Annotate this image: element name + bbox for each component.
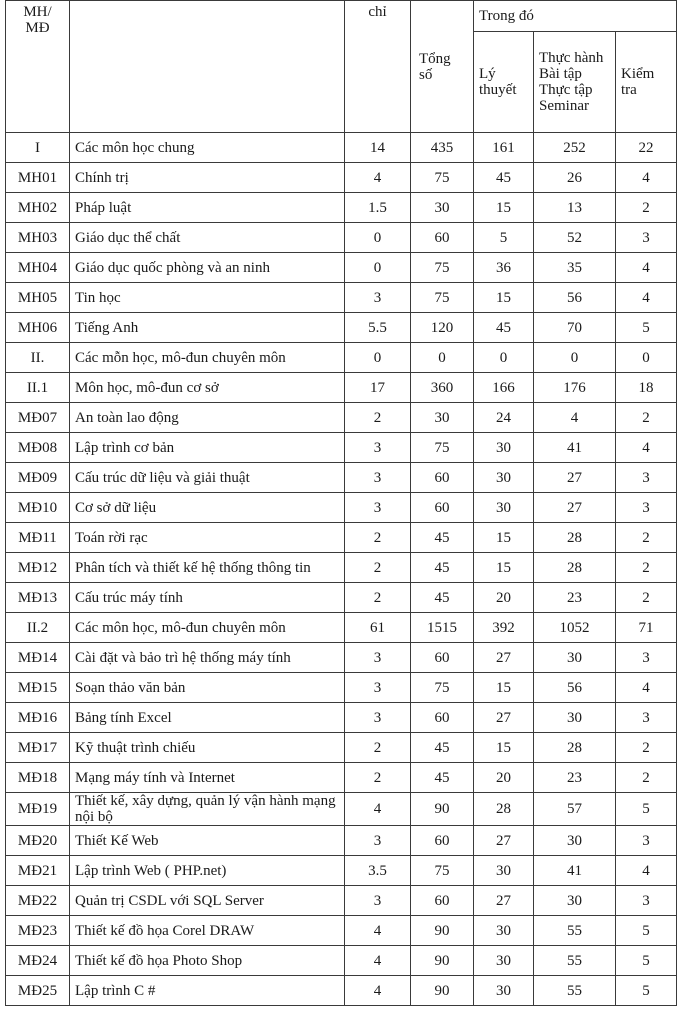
table-row — [6, 946, 677, 976]
table-row — [6, 193, 677, 223]
row-exam: 5 — [616, 916, 677, 946]
row-total: 0 — [411, 343, 474, 373]
row-exam: 3 — [616, 643, 677, 673]
row-practice: 55 — [534, 946, 616, 976]
row-practice: 30 — [534, 703, 616, 733]
row-code: MĐ17 — [6, 733, 70, 763]
row-exam: 3 — [616, 493, 677, 523]
row-credits: 3 — [345, 826, 411, 856]
row-theory: 27 — [474, 703, 534, 733]
row-total: 75 — [411, 163, 474, 193]
row-name: Giáo dục quốc phòng và an ninh — [70, 253, 345, 283]
row-practice: 27 — [534, 493, 616, 523]
table-row — [6, 133, 677, 163]
row-exam: 4 — [616, 856, 677, 886]
row-practice: 0 — [534, 343, 616, 373]
row-theory: 27 — [474, 826, 534, 856]
row-practice: 30 — [534, 886, 616, 916]
row-name: Lập trình C # — [70, 976, 345, 1006]
row-total: 60 — [411, 223, 474, 253]
row-exam: 4 — [616, 433, 677, 463]
row-name: An toàn lao động — [70, 403, 345, 433]
row-theory: 15 — [474, 193, 534, 223]
row-credits: 3 — [345, 283, 411, 313]
table-row — [6, 223, 677, 253]
row-credits: 61 — [345, 613, 411, 643]
table-row — [6, 763, 677, 793]
row-theory: 166 — [474, 373, 534, 403]
row-theory: 20 — [474, 763, 534, 793]
row-practice: 28 — [534, 553, 616, 583]
row-code: MH03 — [6, 223, 70, 253]
row-credits: 3 — [345, 463, 411, 493]
header-exam: Kiểm tra — [616, 32, 677, 133]
row-exam: 71 — [616, 613, 677, 643]
row-practice: 28 — [534, 523, 616, 553]
row-name: Lập trình cơ bản — [70, 433, 345, 463]
row-name: Quản trị CSDL với SQL Server — [70, 886, 345, 916]
header-theory: Lý thuyết — [474, 32, 534, 133]
row-exam: 4 — [616, 673, 677, 703]
row-credits: 3 — [345, 673, 411, 703]
row-exam: 18 — [616, 373, 677, 403]
row-practice: 13 — [534, 193, 616, 223]
row-total: 45 — [411, 733, 474, 763]
row-exam: 3 — [616, 826, 677, 856]
row-total: 360 — [411, 373, 474, 403]
row-theory: 30 — [474, 916, 534, 946]
row-credits: 2 — [345, 583, 411, 613]
row-theory: 5 — [474, 223, 534, 253]
row-theory: 30 — [474, 433, 534, 463]
row-code: II. — [6, 343, 70, 373]
table-row — [6, 403, 677, 433]
row-exam: 2 — [616, 193, 677, 223]
row-name: Thiết Kế Web — [70, 826, 345, 856]
row-code: MĐ19 — [6, 793, 70, 826]
row-name: Kỹ thuật trình chiếu — [70, 733, 345, 763]
table-row — [6, 283, 677, 313]
row-exam: 2 — [616, 763, 677, 793]
row-code: II.1 — [6, 373, 70, 403]
row-name: Các môn học, mô-đun chuyên môn — [70, 613, 345, 643]
row-total: 60 — [411, 703, 474, 733]
row-code: I — [6, 133, 70, 163]
row-total: 60 — [411, 826, 474, 856]
row-practice: 28 — [534, 733, 616, 763]
row-code: MĐ14 — [6, 643, 70, 673]
row-practice: 27 — [534, 463, 616, 493]
row-name: Môn học, mô-đun cơ sở — [70, 373, 345, 403]
row-exam: 3 — [616, 703, 677, 733]
row-practice: 30 — [534, 826, 616, 856]
header-total: Tổng số — [411, 1, 474, 133]
row-name: Thiết kế, xây dựng, quản lý vận hành mạng nội bộ — [70, 793, 345, 826]
row-theory: 30 — [474, 946, 534, 976]
row-credits: 0 — [345, 223, 411, 253]
row-theory: 15 — [474, 733, 534, 763]
row-code: MH02 — [6, 193, 70, 223]
row-name: Lập trình Web ( PHP.net) — [70, 856, 345, 886]
row-code: MĐ21 — [6, 856, 70, 886]
row-practice: 252 — [534, 133, 616, 163]
row-code: MĐ09 — [6, 463, 70, 493]
row-practice: 23 — [534, 763, 616, 793]
row-theory: 30 — [474, 493, 534, 523]
row-theory: 0 — [474, 343, 534, 373]
header-in-which: Trong đó — [474, 1, 677, 32]
row-practice: 1052 — [534, 613, 616, 643]
row-total: 1515 — [411, 613, 474, 643]
row-credits: 4 — [345, 163, 411, 193]
row-theory: 45 — [474, 163, 534, 193]
row-exam: 2 — [616, 403, 677, 433]
row-name: Pháp luật — [70, 193, 345, 223]
row-credits: 17 — [345, 373, 411, 403]
table-row — [6, 916, 677, 946]
row-total: 45 — [411, 553, 474, 583]
table-row — [6, 313, 677, 343]
row-name: Các mỗn học, mô-đun chuyên môn — [70, 343, 345, 373]
row-credits: 3 — [345, 493, 411, 523]
row-theory: 28 — [474, 793, 534, 826]
table-row — [6, 433, 677, 463]
row-code: MĐ15 — [6, 673, 70, 703]
table-row — [6, 163, 677, 193]
row-total: 75 — [411, 283, 474, 313]
row-theory: 15 — [474, 673, 534, 703]
row-name: Tin học — [70, 283, 345, 313]
table-row — [6, 826, 677, 856]
table-row — [6, 583, 677, 613]
row-credits: 4 — [345, 946, 411, 976]
row-name: Bảng tính Excel — [70, 703, 345, 733]
row-practice: 23 — [534, 583, 616, 613]
row-practice: 55 — [534, 976, 616, 1006]
header-code: MH/ MĐ — [6, 1, 70, 133]
row-name: Mạng máy tính và Internet — [70, 763, 345, 793]
row-credits: 5.5 — [345, 313, 411, 343]
row-code: MĐ08 — [6, 433, 70, 463]
row-code: MĐ20 — [6, 826, 70, 856]
row-total: 45 — [411, 523, 474, 553]
table-row — [6, 553, 677, 583]
row-theory: 15 — [474, 283, 534, 313]
row-code: MĐ10 — [6, 493, 70, 523]
row-theory: 24 — [474, 403, 534, 433]
row-credits: 2 — [345, 763, 411, 793]
row-total: 435 — [411, 133, 474, 163]
row-practice: 30 — [534, 643, 616, 673]
row-total: 90 — [411, 916, 474, 946]
row-credits: 3 — [345, 886, 411, 916]
row-credits: 2 — [345, 553, 411, 583]
header-row-1 — [6, 1, 677, 32]
row-exam: 2 — [616, 733, 677, 763]
row-practice: 56 — [534, 673, 616, 703]
row-theory: 30 — [474, 463, 534, 493]
table-row — [6, 673, 677, 703]
row-practice: 55 — [534, 916, 616, 946]
row-credits: 3.5 — [345, 856, 411, 886]
table-row — [6, 703, 677, 733]
row-exam: 5 — [616, 313, 677, 343]
row-credits: 4 — [345, 916, 411, 946]
row-credits: 3 — [345, 643, 411, 673]
row-total: 75 — [411, 253, 474, 283]
row-code: MĐ11 — [6, 523, 70, 553]
table-row — [6, 643, 677, 673]
row-name: Giáo dục thể chất — [70, 223, 345, 253]
row-name: Thiết kế đồ họa Photo Shop — [70, 946, 345, 976]
row-exam: 4 — [616, 283, 677, 313]
row-credits: 1.5 — [345, 193, 411, 223]
row-total: 30 — [411, 403, 474, 433]
row-name: Soạn thảo văn bản — [70, 673, 345, 703]
row-total: 120 — [411, 313, 474, 343]
table-row — [6, 886, 677, 916]
row-exam: 5 — [616, 976, 677, 1006]
table-row — [6, 793, 677, 826]
header-name — [70, 1, 345, 133]
curriculum-table — [5, 0, 677, 1006]
row-theory: 30 — [474, 856, 534, 886]
row-credits: 2 — [345, 523, 411, 553]
row-practice: 57 — [534, 793, 616, 826]
row-theory: 15 — [474, 553, 534, 583]
row-exam: 2 — [616, 523, 677, 553]
table-row — [6, 343, 677, 373]
row-practice: 35 — [534, 253, 616, 283]
row-total: 90 — [411, 793, 474, 826]
row-exam: 2 — [616, 553, 677, 583]
row-theory: 27 — [474, 886, 534, 916]
row-code: MĐ25 — [6, 976, 70, 1006]
row-practice: 4 — [534, 403, 616, 433]
row-code: MĐ07 — [6, 403, 70, 433]
row-exam: 3 — [616, 223, 677, 253]
row-code: MĐ24 — [6, 946, 70, 976]
row-theory: 161 — [474, 133, 534, 163]
row-exam: 3 — [616, 463, 677, 493]
row-total: 60 — [411, 886, 474, 916]
row-theory: 30 — [474, 976, 534, 1006]
row-exam: 5 — [616, 793, 677, 826]
row-credits: 0 — [345, 343, 411, 373]
row-credits: 0 — [345, 253, 411, 283]
row-exam: 0 — [616, 343, 677, 373]
row-name: Cấu trúc dữ liệu và giải thuật — [70, 463, 345, 493]
row-theory: 20 — [474, 583, 534, 613]
row-code: MH05 — [6, 283, 70, 313]
row-total: 75 — [411, 673, 474, 703]
row-credits: 4 — [345, 793, 411, 826]
row-practice: 41 — [534, 433, 616, 463]
row-total: 60 — [411, 643, 474, 673]
row-exam: 3 — [616, 886, 677, 916]
header-credits: chỉ — [345, 1, 411, 133]
row-name: Các môn học chung — [70, 133, 345, 163]
row-practice: 41 — [534, 856, 616, 886]
row-total: 90 — [411, 946, 474, 976]
row-total: 75 — [411, 433, 474, 463]
row-total: 60 — [411, 463, 474, 493]
row-code: MĐ13 — [6, 583, 70, 613]
row-credits: 3 — [345, 703, 411, 733]
row-credits: 4 — [345, 976, 411, 1006]
row-exam: 5 — [616, 946, 677, 976]
header-practice: Thực hành Bài tập Thực tập Seminar — [534, 32, 616, 133]
row-code: MĐ18 — [6, 763, 70, 793]
row-total: 90 — [411, 976, 474, 1006]
row-name: Toán rời rạc — [70, 523, 345, 553]
row-name: Tiếng Anh — [70, 313, 345, 343]
row-theory: 36 — [474, 253, 534, 283]
row-code: MĐ23 — [6, 916, 70, 946]
row-name: Cấu trúc máy tính — [70, 583, 345, 613]
table-row — [6, 523, 677, 553]
row-name: Chính trị — [70, 163, 345, 193]
row-practice: 26 — [534, 163, 616, 193]
row-exam: 22 — [616, 133, 677, 163]
row-code: MH01 — [6, 163, 70, 193]
row-total: 75 — [411, 856, 474, 886]
row-theory: 15 — [474, 523, 534, 553]
row-code: MĐ22 — [6, 886, 70, 916]
row-total: 45 — [411, 763, 474, 793]
row-name: Phân tích và thiết kế hệ thống thông tin — [70, 553, 345, 583]
table-row — [6, 373, 677, 403]
row-practice: 176 — [534, 373, 616, 403]
row-exam: 2 — [616, 583, 677, 613]
row-code: MĐ16 — [6, 703, 70, 733]
row-code: II.2 — [6, 613, 70, 643]
row-credits: 2 — [345, 733, 411, 763]
row-code: MH06 — [6, 313, 70, 343]
row-practice: 52 — [534, 223, 616, 253]
row-theory: 392 — [474, 613, 534, 643]
row-total: 45 — [411, 583, 474, 613]
table-row — [6, 253, 677, 283]
table-row — [6, 976, 677, 1006]
table-row — [6, 613, 677, 643]
row-theory: 27 — [474, 643, 534, 673]
row-total: 30 — [411, 193, 474, 223]
row-credits: 14 — [345, 133, 411, 163]
row-exam: 4 — [616, 253, 677, 283]
row-code: MĐ12 — [6, 553, 70, 583]
row-name: Cơ sở dữ liệu — [70, 493, 345, 523]
table-row — [6, 733, 677, 763]
row-exam: 4 — [616, 163, 677, 193]
row-theory: 45 — [474, 313, 534, 343]
row-practice: 70 — [534, 313, 616, 343]
table-row — [6, 856, 677, 886]
table-row — [6, 493, 677, 523]
row-practice: 56 — [534, 283, 616, 313]
row-credits: 2 — [345, 403, 411, 433]
row-name: Cài đặt và bảo trì hệ thống máy tính — [70, 643, 345, 673]
row-name: Thiết kế đồ họa Corel DRAW — [70, 916, 345, 946]
row-total: 60 — [411, 493, 474, 523]
table-row — [6, 463, 677, 493]
row-credits: 3 — [345, 433, 411, 463]
row-code: MH04 — [6, 253, 70, 283]
